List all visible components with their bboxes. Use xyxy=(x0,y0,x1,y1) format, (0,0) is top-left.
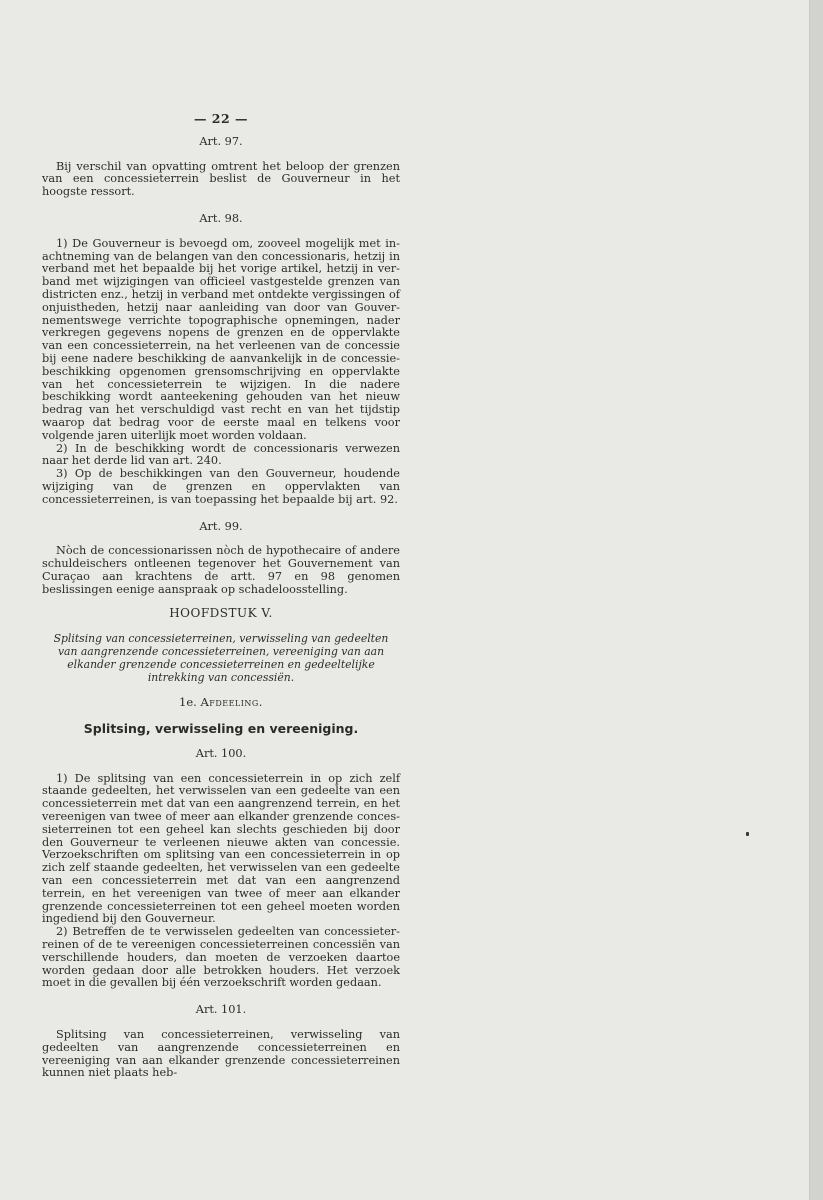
article-98-paragraph-2: 2) In de beschikking wordt de concessionaris verwezen naar het derde lid van art. 240. xyxy=(42,441,400,468)
article-97-text: Bij verschil van opvatting omtrent het beloop der grenzen van een concessieterrein beslist de Gouverneur in het hoogste ressort. xyxy=(42,159,400,199)
article-99-text: Nòch de concessionarissen nòch de hypothecaire of andere schuldeischers ontleenen tegenover het Gouvernement van Curaçao aan krachtens de artt. 97 en 98 genomen beslissingen eenige aanspraak op schadeloosstelling. xyxy=(42,544,400,596)
article-101-heading: Art. 101. xyxy=(195,1003,247,1017)
afdeeling-word: Afdeeling. xyxy=(200,695,263,710)
article-98-paragraph-3: 3) Op de beschikkingen van den Gouverneur, houdende wijziging van de grenzen en oppervlakten van concessieterreinen, is van toepassing het bepaalde bij art. 92. xyxy=(42,467,400,506)
text-column xyxy=(42,113,400,1080)
section-title: Splitsing, verwisseling en vereeniging. xyxy=(83,721,359,737)
article-100-heading: Art. 100. xyxy=(195,746,247,760)
article-100-paragraph-1: 1) De splitsing van een concessieterrein in op zich zelf staande gedeelten, het verwisselen van een gedeelte van een concessieterrein met dat van een aangrenzend terrein, en het vereenigen van twee of meer aan elkander grenzende concessieterreinen tot een geheel kan slechts geschieden bij door den Gouverneur te verleenen nieuwe akten van concessie. Verzoekschriften om splitsing van een concessieterrein in op zich zelf staande gedeelten, het verwisselen van een gedeelte van een concessieterrein met dat van een aangrenzend terrein, en het vereenigen van twee of meer aan elkander grenzende concessieterreinen tot een geheel moeten worden ingediend bij den Gouverneur. xyxy=(42,771,400,926)
chapter-heading: HOOFDSTUK V. xyxy=(169,605,273,620)
chapter-caption: Splitsing van concessieterreinen, verwisseling van gedeelten van aangrenzende concessieterreinen, vereeniging van aan elkander grenzende concessieterreinen en gedeeltelijke intrekking van concessiën. xyxy=(53,632,389,685)
afdeeling-number: 1e. xyxy=(179,695,197,710)
page-number: — 22 — xyxy=(193,111,249,126)
article-98-heading: Art. 98. xyxy=(199,211,243,225)
article-99-heading: Art. 99. xyxy=(199,519,243,533)
ink-speck xyxy=(746,832,749,836)
afdeeling-heading xyxy=(42,696,400,709)
article-101-text: Splitsing van concessieterreinen, verwisseling van gedeelten van aangrenzende concessieterreinen en vereeniging van aan elkander grenzende concessieterreinen kunnen niet plaats heb- xyxy=(42,1028,400,1080)
article-97-heading: Art. 97. xyxy=(199,134,243,148)
article-100-paragraph-2: 2) Betreffen de te verwisselen gedeelten van concessieterreinen of de te vereenigen concessieterreinen concessiën van verschillende houders, dan moeten de verzoeken daartoe worden gedaan door alle betrokken houders. Het verzoek moet in die gevallen bij één verzoekschrift worden gedaan. xyxy=(42,925,400,990)
article-98-paragraph-1: 1) De Gouverneur is bevoegd om, zooveel mogelijk met inachtneming van de belangen van den concessionaris, hetzij in verband met het bepaalde bij het vorige artikel, hetzij in verband met wijzigingen van officieel vastgestelde grenzen van districten enz., hetzij in verband met ontdekte vergissingen of onjuistheden, hetzij naar aanleiding van door van Gouvernementswege verrichte topographische opnemingen, nader verkregen gegevens nopens de grenzen en de oppervlakte van een concessieterrein, na het verleenen van de concessie bij eene nadere beschikking de aanvankelijk in de concessie-beschikking opgenomen grensomschrijving en oppervlakte van het concessieterrein te wijzigen. In die nadere beschikking wordt aanteekening gehouden van het nieuw bedrag van het verschuldigd vast recht en van het tijdstip waarop dat bedrag voor de eerste maal en telkens voor volgende jaren uiterlijk moet worden voldaan. xyxy=(42,236,400,442)
page-edge xyxy=(810,0,823,1200)
